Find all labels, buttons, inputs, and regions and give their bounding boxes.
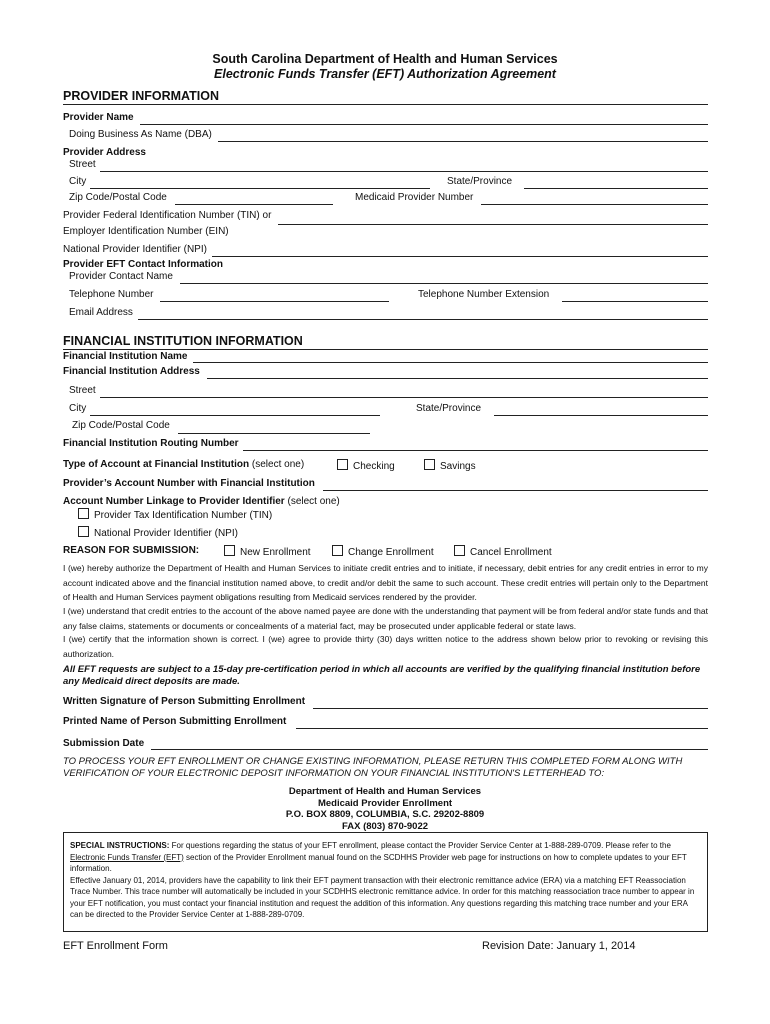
contact-name-field[interactable] bbox=[180, 283, 708, 284]
state-field[interactable] bbox=[524, 188, 708, 189]
fi-state-field[interactable] bbox=[494, 415, 708, 416]
return-address-line-1: Department of Health and Human Services bbox=[288, 786, 482, 797]
fi-name-field[interactable] bbox=[193, 362, 708, 363]
revision-date: Revision Date: January 1, 2014 bbox=[482, 940, 636, 952]
city-field[interactable] bbox=[90, 188, 430, 189]
new-enrollment-option[interactable]: New Enrollment bbox=[224, 545, 311, 558]
fi-street-label: Street bbox=[69, 385, 96, 396]
phone-ext-field[interactable] bbox=[562, 301, 708, 302]
fi-street-field[interactable] bbox=[100, 397, 708, 398]
form-title: South Carolina Department of Health and Human Services bbox=[212, 52, 558, 66]
tin-checkbox[interactable] bbox=[78, 508, 89, 519]
savings-option[interactable]: Savings bbox=[424, 459, 476, 472]
npi-field[interactable] bbox=[212, 256, 708, 257]
dba-label: Doing Business As Name (DBA) bbox=[69, 129, 212, 140]
reason-label: REASON FOR SUBMISSION: bbox=[63, 545, 200, 556]
email-field[interactable] bbox=[138, 319, 708, 320]
provider-address-label: Provider Address bbox=[63, 147, 146, 158]
submission-date-label: Submission Date bbox=[63, 738, 145, 749]
account-number-field[interactable] bbox=[323, 490, 708, 491]
authorization-paragraph-2: I (we) understand that credit entries to the account of the above named payee are done with the understanding that payment will be from federal and/or state funds and that any false claims, statements or documents or concealments of a material fact, may be prosecuted under applicable federal or state laws. bbox=[63, 606, 708, 631]
npi-option[interactable]: National Provider Identifier (NPI) bbox=[78, 526, 238, 539]
street-field[interactable] bbox=[100, 171, 708, 172]
return-fax: FAX (803) 870-9022 bbox=[341, 820, 429, 832]
linkage-label: Account Number Linkage to Provider Identifier (select one) bbox=[63, 496, 340, 507]
cancel-enrollment-option[interactable]: Cancel Enrollment bbox=[454, 545, 552, 558]
change-enrollment-option[interactable]: Change Enrollment bbox=[332, 545, 434, 558]
return-address-line-2: Medicaid Provider Enrollment bbox=[317, 797, 453, 809]
fi-city-field[interactable] bbox=[90, 415, 380, 416]
return-instructions: TO PROCESS YOUR EFT ENROLLMENT OR CHANGE EXISTING INFORMATION, PLEASE RETURN THIS COMPLETED FORM ALONG WITH VERIFICATION OF YOUR ELECTRONIC DEPOSIT INFORMATION ON YOUR FINANCIAL INSTITUTION'S LETTERHEAD TO: bbox=[63, 756, 683, 779]
npi-checkbox[interactable] bbox=[78, 526, 89, 537]
fi-address-label: Financial Institution Address bbox=[63, 366, 200, 377]
special-instructions-text-1: SPECIAL INSTRUCTIONS: For questions regarding the status of your EFT enrollment, please contact the Provider Service Center at 1-888-289-0709. Please refer to the Electronic Funds Transfer (EFT) section of the Provider Enrollment manual found on the SCDHHS Provider web page for instructions on how to complete updates to your EFT information. bbox=[70, 841, 687, 873]
form-name: EFT Enrollment Form bbox=[63, 940, 168, 952]
fi-state-label: State/Province bbox=[416, 403, 482, 414]
financial-section-title: FINANCIAL INSTITUTION INFORMATION bbox=[63, 334, 303, 348]
zip-field[interactable] bbox=[175, 204, 333, 205]
special-instructions-box bbox=[63, 832, 708, 932]
cancel-enrollment-checkbox[interactable] bbox=[454, 545, 465, 556]
ein-label: Employer Identification Number (EIN) bbox=[63, 226, 229, 237]
written-signature-label: Written Signature of Person Submitting Enrollment bbox=[63, 696, 306, 707]
state-label: State/Province bbox=[447, 176, 513, 187]
section-divider bbox=[63, 104, 708, 105]
section-divider bbox=[63, 349, 708, 350]
written-signature-field[interactable] bbox=[313, 708, 708, 709]
fi-zip-label: Zip Code/Postal Code bbox=[72, 420, 170, 431]
tin-option[interactable]: Provider Tax Identification Number (TIN) bbox=[78, 508, 272, 521]
street-label: Street bbox=[69, 159, 96, 170]
printed-name-field[interactable] bbox=[296, 728, 708, 729]
account-number-label: Provider’s Account Number with Financial Institution bbox=[63, 478, 315, 489]
form-subtitle: Electronic Funds Transfer (EFT) Authorization Agreement bbox=[214, 67, 556, 81]
savings-checkbox[interactable] bbox=[424, 459, 435, 470]
fi-zip-field[interactable] bbox=[178, 433, 370, 434]
special-instructions-text-2: Effective January 01, 2014, providers have the capability to link their EFT payment transaction with their electronic remittance advice (ERA) via a matching EFT Reassociation Trace Number. This trace number will automatically be included in your SCDHHS electronic remittance advice. In order for this matching reassociation trace number to appear in your EFT notification, you must contact your financial institution and request the addition of this information. Any questions regarding this matching trace number and your ERA can be directed to the Provider Service Center at 1-888-289-0709. bbox=[70, 875, 695, 919]
phone-ext-label: Telephone Number Extension bbox=[418, 289, 550, 300]
submission-date-field[interactable] bbox=[151, 749, 708, 750]
new-enrollment-checkbox[interactable] bbox=[224, 545, 235, 556]
eft-manual-link[interactable]: Electronic Funds Transfer (EFT) bbox=[70, 852, 184, 862]
tin-ein-field[interactable] bbox=[278, 224, 708, 225]
authorization-paragraph-3: I (we) certify that the information shown is correct. I (we) agree to provide thirty (30) days written notice to the address shown below prior to revoking or revising this authorization. bbox=[63, 634, 708, 659]
phone-field[interactable] bbox=[160, 301, 389, 302]
email-label: Email Address bbox=[69, 307, 133, 318]
eft-contact-label: Provider EFT Contact Information bbox=[63, 259, 224, 270]
medicaid-number-label: Medicaid Provider Number bbox=[355, 192, 474, 203]
city-label: City bbox=[69, 176, 87, 187]
dba-field[interactable] bbox=[218, 141, 708, 142]
special-instructions-label: SPECIAL INSTRUCTIONS: bbox=[70, 841, 170, 850]
tin-label: Provider Federal Identification Number (TIN) or bbox=[63, 210, 272, 221]
precertification-notice: All EFT requests are subject to a 15-day pre-certification period in which all accounts are verified by the qualifying financial institution before any Medicaid direct deposits are made. bbox=[63, 664, 701, 687]
contact-name-label: Provider Contact Name bbox=[69, 271, 173, 282]
medicaid-number-field[interactable] bbox=[481, 204, 708, 205]
fi-name-label: Financial Institution Name bbox=[63, 351, 188, 362]
provider-name-field[interactable] bbox=[140, 124, 708, 125]
npi-label: National Provider Identifier (NPI) bbox=[63, 244, 207, 255]
routing-label: Financial Institution Routing Number bbox=[63, 438, 239, 449]
provider-section-title: PROVIDER INFORMATION bbox=[63, 89, 220, 103]
return-address bbox=[0, 786, 770, 832]
checking-checkbox[interactable] bbox=[337, 459, 348, 470]
authorization-paragraph-1: I (we) hereby authorize the Department of Health and Human Services to initiate credit entries and to initiate, if necessary, debit entries for any credit entries in error to my account indicated above and the financial institution named above, to credit and/or debit the same to such account. These credit entries will pertain only to the Department of Health and Human Services payment obligations resulting from Medicaid services rendered by the provider. bbox=[63, 563, 708, 602]
checking-option[interactable]: Checking bbox=[337, 459, 395, 472]
change-enrollment-checkbox[interactable] bbox=[332, 545, 343, 556]
phone-label: Telephone Number bbox=[69, 289, 154, 300]
fi-address-field[interactable] bbox=[207, 378, 708, 379]
printed-name-label: Printed Name of Person Submitting Enrollment bbox=[63, 716, 287, 727]
zip-label: Zip Code/Postal Code bbox=[69, 192, 167, 203]
return-address-line-3: P.O. BOX 8809, COLUMBIA, S.C. 29202-8809 bbox=[285, 809, 485, 820]
routing-field[interactable] bbox=[243, 450, 708, 451]
fi-city-label: City bbox=[69, 403, 87, 414]
provider-name-label: Provider Name bbox=[63, 112, 134, 123]
account-type-label: Type of Account at Financial Institution (select one) bbox=[63, 459, 305, 470]
